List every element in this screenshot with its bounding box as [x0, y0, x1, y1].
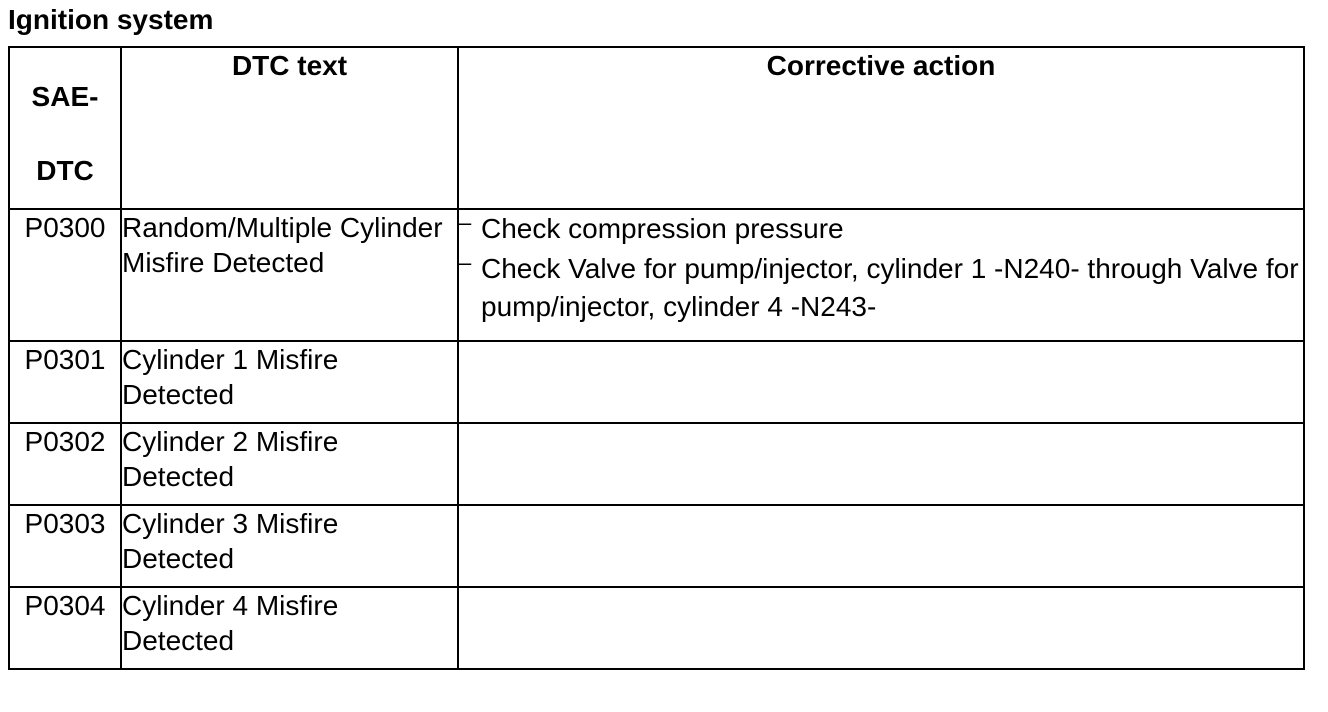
- dtc-text: Random/Multiple Cylinder Misfire Detected: [121, 209, 458, 341]
- corrective-action: [458, 505, 1304, 587]
- table-header-row: [9, 47, 1304, 209]
- header-dtc-text: DTC text: [121, 47, 458, 209]
- table-row: [9, 423, 1304, 505]
- corrective-action: [458, 209, 1304, 341]
- table-row: [9, 341, 1304, 423]
- table-row: [9, 209, 1304, 341]
- dtc-code: P0303: [9, 505, 121, 587]
- header-sae-dtc-label: SAE-DTC: [31, 81, 99, 186]
- section-title: Ignition system: [8, 4, 214, 35]
- header-corrective-action: Corrective action: [458, 47, 1304, 209]
- corrective-action-list: [459, 210, 1303, 326]
- dtc-code: P0301: [9, 341, 121, 423]
- corrective-action: [458, 341, 1304, 423]
- table-row: [9, 505, 1304, 587]
- dtc-code: P0300: [9, 209, 121, 341]
- dtc-text: Cylinder 2 Misfire Detected: [121, 423, 458, 505]
- corrective-action: [458, 423, 1304, 505]
- dtc-table: [8, 46, 1305, 670]
- dtc-code: P0304: [9, 587, 121, 669]
- table-row: [9, 587, 1304, 669]
- corrective-action-item: – Check compression pressure: [459, 210, 1303, 248]
- corrective-action-item: – Check Valve for pump/injector, cylinder 1 -N240- through Valve for pump/injector, cylinder 4 -N243-: [459, 250, 1303, 326]
- dtc-text: Cylinder 3 Misfire Detected: [121, 505, 458, 587]
- corrective-action: [458, 587, 1304, 669]
- dtc-code: P0302: [9, 423, 121, 505]
- dtc-text: Cylinder 4 Misfire Detected: [121, 587, 458, 669]
- header-sae-dtc: [9, 47, 121, 209]
- dtc-text: Cylinder 1 Misfire Detected: [121, 341, 458, 423]
